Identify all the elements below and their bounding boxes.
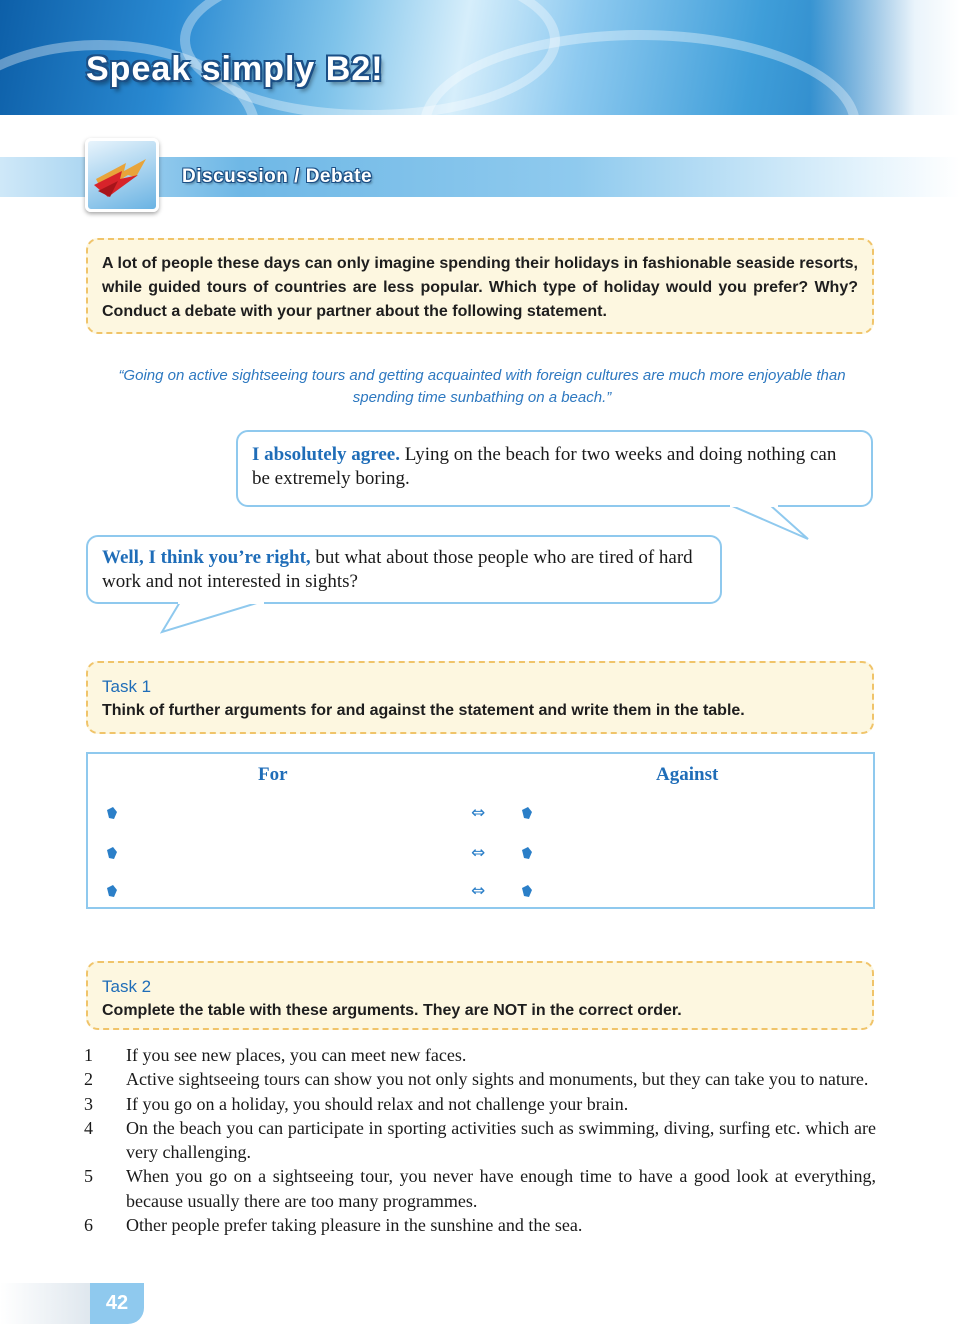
item-number: 3 <box>84 1093 93 1114</box>
list-item <box>84 1067 876 1091</box>
for-header: For <box>258 764 288 785</box>
item-number: 2 <box>84 1069 93 1090</box>
list-item <box>84 1116 876 1165</box>
speech-bubble-agree <box>236 430 873 507</box>
intro-text: A lot of people these days can only imagine spending their holidays in fashionable seaside resorts, while guided tours of countries are less popular. Which type of holiday would you prefer? Why? Conduct a debate with your partner about the following statement. <box>102 255 858 320</box>
double-arrow-icon: ⇔ <box>471 803 486 823</box>
task2-instruction: Complete the table with these arguments. They are NOT in the correct order. <box>102 1002 682 1019</box>
for-against-table <box>86 752 875 909</box>
bubble-highlight: Well, I think you’re right, <box>102 547 311 568</box>
item-text: If you see new places, you can meet new faces. <box>126 1045 467 1065</box>
arguments-list <box>84 1043 876 1237</box>
list-item <box>84 1043 876 1067</box>
task1-label: Task 1 <box>102 677 152 696</box>
bullet-icon <box>521 884 533 898</box>
debate-statement: “Going on active sightseeing tours and getting acquainted with foreign cultures are much more enjoyable than spending time sunbathing on a beach.” <box>118 367 846 406</box>
item-number: 6 <box>84 1215 93 1236</box>
item-number: 4 <box>84 1117 93 1138</box>
task1-instruction: Think of further arguments for and against the statement and write them in the table. <box>102 702 745 719</box>
bullet-icon <box>106 806 118 820</box>
list-item <box>84 1164 876 1213</box>
double-arrow-icon: ⇔ <box>471 843 486 863</box>
bubble-tail <box>160 600 270 636</box>
task1-box <box>86 661 874 734</box>
against-header: Against <box>656 764 719 785</box>
bullet-icon <box>106 846 118 860</box>
bullet-icon <box>521 806 533 820</box>
bullet-icon <box>521 846 533 860</box>
item-text: On the beach you can participate in sporting activities such as swimming, diving, surfing etc. which are very challenging. <box>126 1117 876 1163</box>
list-item <box>84 1213 876 1237</box>
item-text: Other people prefer taking pleasure in the sunshine and the sea. <box>126 1215 583 1236</box>
bubble-highlight: I absolutely agree. <box>252 444 400 465</box>
task2-label: Task 2 <box>102 977 152 996</box>
page-footer-strip <box>0 1283 90 1324</box>
page-number: 42 <box>90 1283 144 1324</box>
item-text: If you go on a holiday, you should relax and not challenge your brain. <box>126 1093 629 1114</box>
bubble-text: Lying on the beach for two weeks and doing nothing can be extremely boring. <box>252 444 837 489</box>
bubble-tail <box>730 503 820 545</box>
book-title: Speak simply B2! <box>86 50 384 88</box>
arrows-icon <box>85 138 159 212</box>
item-number: 5 <box>84 1166 93 1187</box>
list-item <box>84 1092 876 1116</box>
item-number: 1 <box>84 1045 93 1065</box>
task2-box <box>86 961 874 1030</box>
item-text: When you go on a sightseeing tour, you never have enough time to have a good look at everything, because usually there are too many programmes. <box>126 1166 876 1211</box>
intro-box <box>86 238 874 334</box>
bullet-icon <box>106 884 118 898</box>
bubble-text: but what about those people who are tired of hard work and not interested in sights? <box>102 547 693 592</box>
section-title: Discussion / Debate <box>182 166 373 187</box>
double-arrow-icon: ⇔ <box>471 881 486 901</box>
speech-bubble-reply <box>86 535 722 604</box>
item-text: Active sightseeing tours can show you not only sights and monuments, but they can take you to nature. <box>126 1069 869 1090</box>
